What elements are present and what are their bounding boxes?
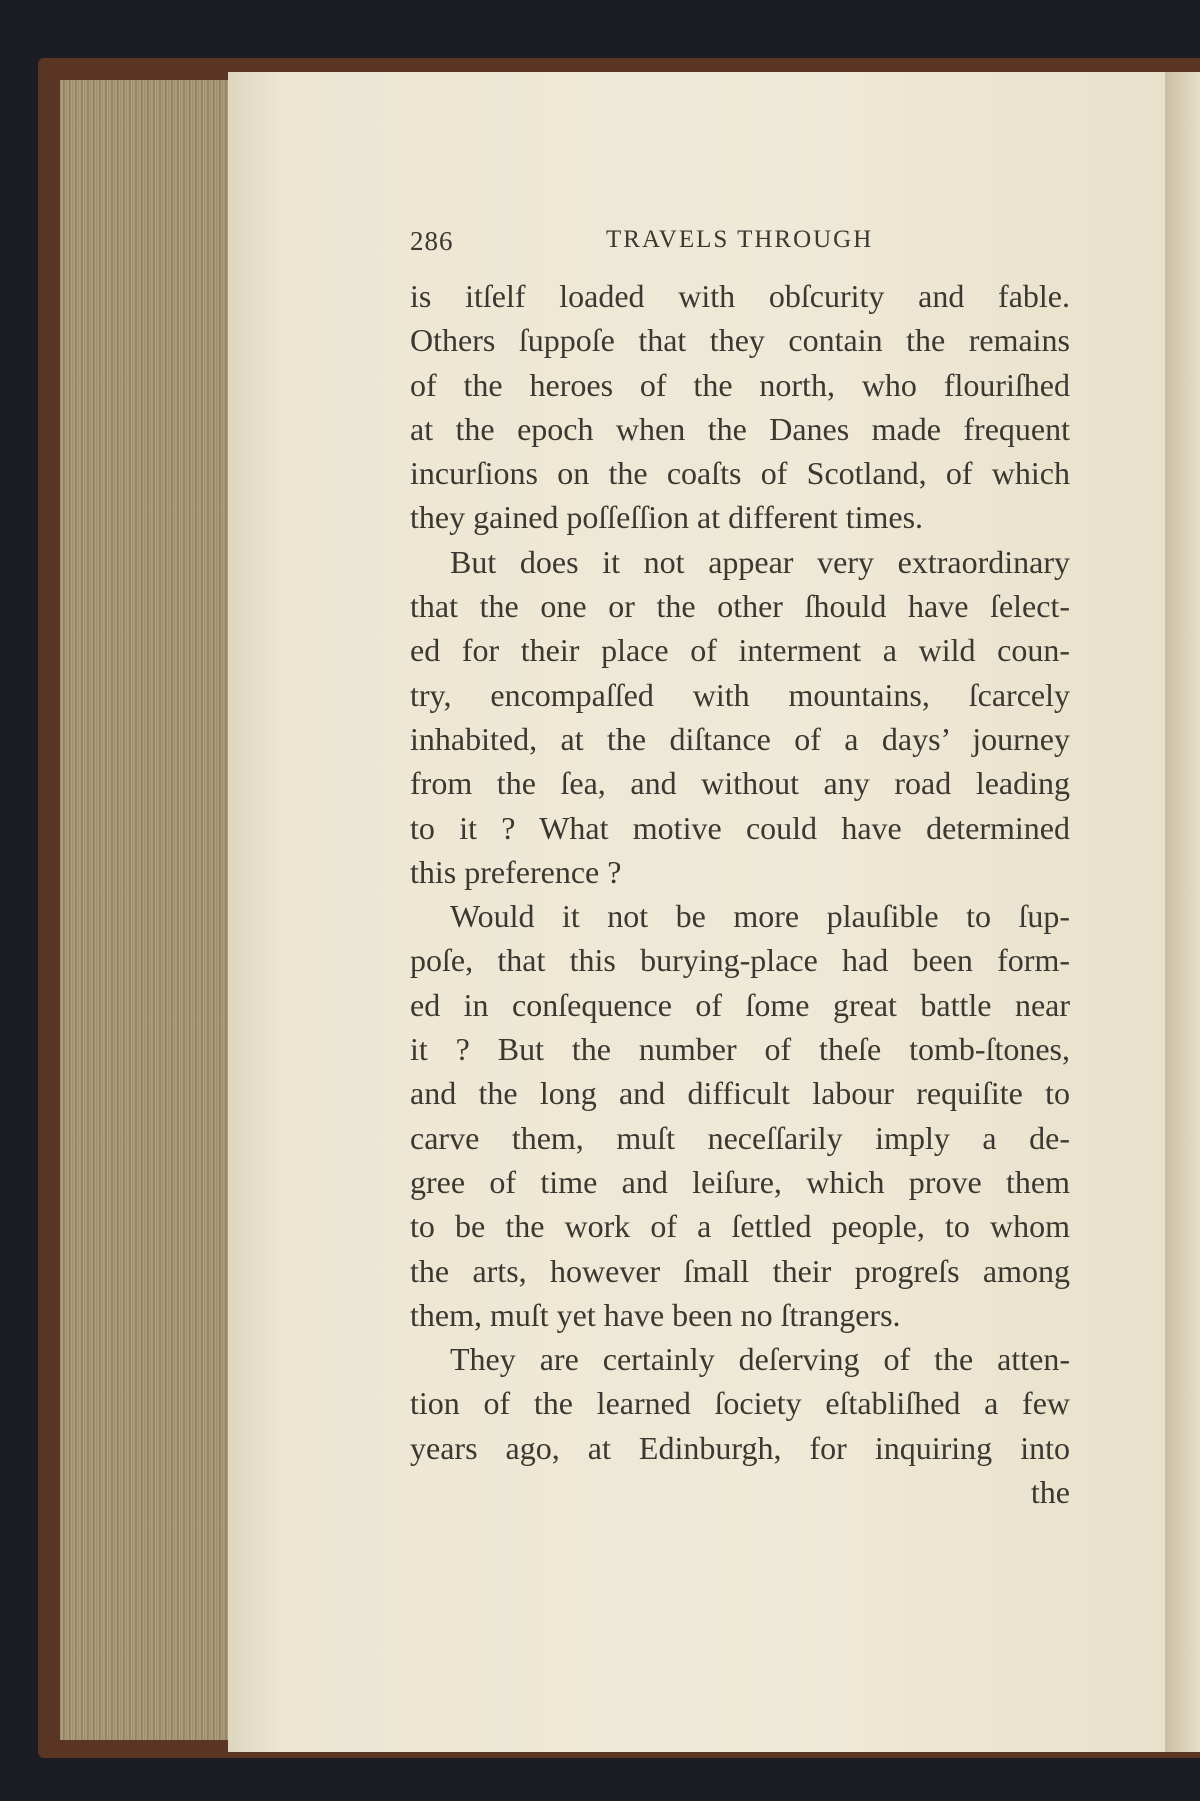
body-text	[410, 274, 1070, 1514]
text-line: it ? But the number of theſe tomb-ſtones,	[410, 1031, 1070, 1068]
facing-page-edge	[1165, 72, 1200, 1752]
text-line: from the ſea, and without any road leading	[410, 765, 1070, 802]
text-line: inhabited, at the diſtance of a days’ journey	[410, 720, 1070, 757]
text-line: of the heroes of the north, who flouriſhed	[410, 366, 1070, 403]
page-number: 286	[410, 226, 454, 256]
text-line: at the epoch when the Danes made frequent	[410, 410, 1070, 447]
text-line: to it ? What motive could have determined	[410, 809, 1070, 846]
text-line: they gained poſſeſſion at different times.	[410, 499, 924, 536]
page-fore-edge	[60, 80, 230, 1740]
text-line: years ago, at Edinburgh, for inquiring into	[410, 1429, 1070, 1466]
text-line: ed for their place of interment a wild coun-	[410, 632, 1070, 669]
text-line: that the one or the other ſhould have ſelect-	[410, 588, 1070, 625]
text-line: and the long and difficult labour requiſite to	[410, 1075, 1070, 1112]
text-line: ed in conſequence of ſome great battle near	[410, 986, 1070, 1023]
text-line: them, muſt yet have been no ſtrangers.	[410, 1296, 901, 1333]
running-title: TRAVELS THROUGH	[606, 226, 874, 253]
text-line: this preference ?	[410, 853, 622, 890]
text-line: gree of time and leiſure, which prove them	[410, 1163, 1070, 1200]
text-line: Others ſuppoſe that they contain the remains	[410, 322, 1070, 359]
text-line: the arts, however ſmall their progreſs among	[410, 1252, 1070, 1289]
text-line: carve them, muſt neceſſarily imply a de-	[410, 1119, 1070, 1156]
text-line: tion of the learned ſociety eſtabliſhed a few	[410, 1385, 1070, 1422]
text-line: incurſions on the coaſts of Scotland, of which	[410, 455, 1070, 492]
text-line: poſe, that this burying-place had been form-	[410, 942, 1070, 979]
catchword: the	[1030, 1474, 1070, 1511]
running-head	[410, 226, 1070, 266]
text-line: But does it not appear very extraordinary	[450, 543, 1070, 580]
text-line: try, encompaſſed with mountains, ſcarcely	[410, 676, 1070, 713]
page-text-block	[410, 226, 1070, 1514]
text-line: is itſelf loaded with obſcurity and fable.	[410, 278, 1070, 314]
text-line: Would it not be more plauſible to ſup-	[450, 898, 1070, 935]
text-line: They are certainly deſerving of the atten-	[450, 1341, 1070, 1378]
text-line: to be the work of a ſettled people, to whom	[410, 1208, 1070, 1245]
